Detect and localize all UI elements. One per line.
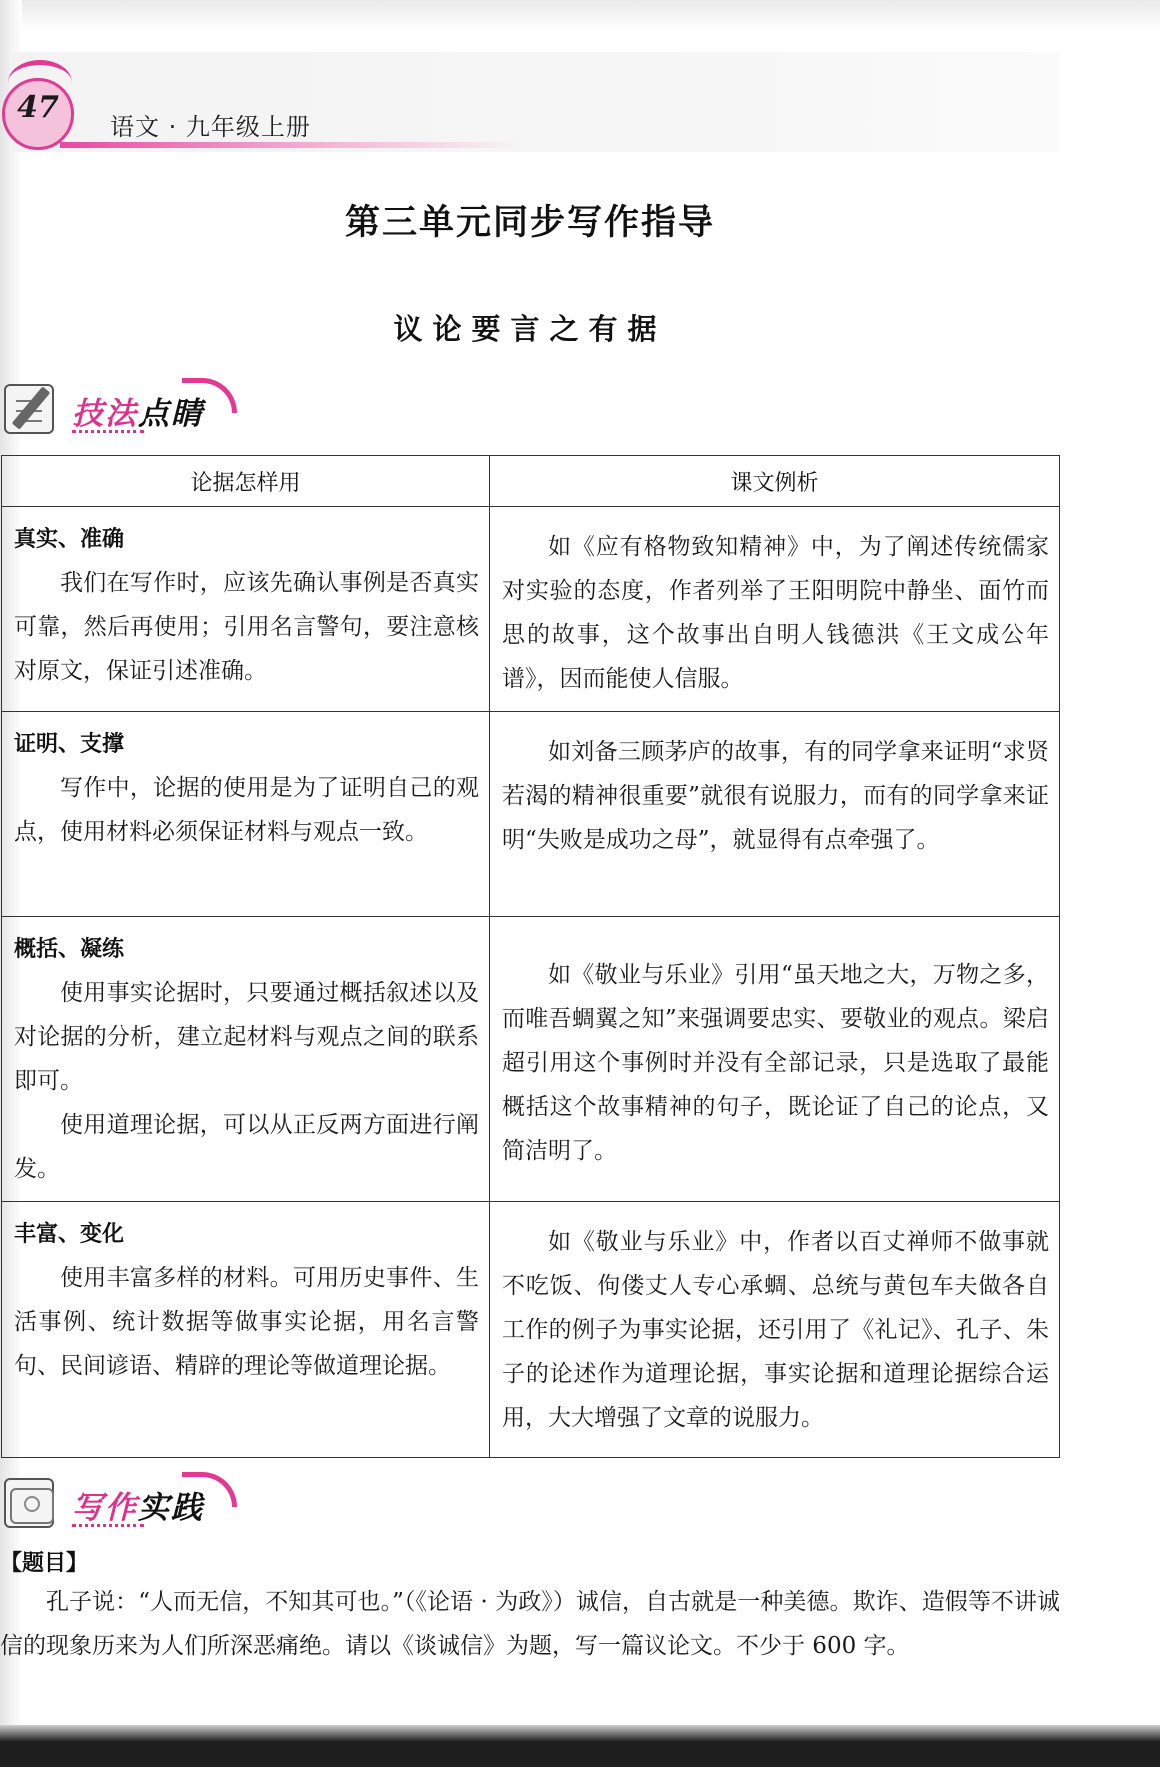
table-row bbox=[2, 712, 1060, 917]
bottom-band bbox=[0, 1725, 1160, 1767]
example-cell bbox=[490, 917, 1060, 1202]
example-cell bbox=[490, 1202, 1060, 1458]
main-title: 第三单元同步写作指导 bbox=[344, 203, 715, 243]
section-dots bbox=[72, 430, 144, 433]
monitor-icon bbox=[4, 1478, 54, 1528]
section-heading-techniques bbox=[4, 380, 244, 440]
usage-paragraph: 写作中，论据的使用是为了证明自己的观点，使用材料必须保证材料与观点一致。 bbox=[14, 775, 479, 845]
page-shadow-top bbox=[0, 0, 1160, 30]
usage-cell bbox=[2, 507, 490, 712]
usage-title: 概括、凝练 bbox=[14, 937, 125, 962]
table-row bbox=[2, 917, 1060, 1202]
example-paragraph: 如《应有格物致知精神》中，为了阐述传统儒家对实验的态度，作者列举了王阳明院中静坐、面竹而思的故事，这个故事出自明人钱德洪《王文成公年谱》，因而能使人信服。 bbox=[502, 534, 1049, 692]
usage-paragraph: 使用道理论据，可以从正反两方面进行阐发。 bbox=[14, 1112, 479, 1182]
book-title: 语文 · 九年级上册 bbox=[110, 113, 311, 141]
column-header-example: 课文例析 bbox=[490, 456, 1060, 507]
section-heading-text: 技法点睛 bbox=[72, 396, 204, 432]
example-paragraph: 如《敬业与乐业》引用“虽天地之大，万物之多，而唯吾蜩翼之知”来强调要忠实、要敬业的观点。梁启超引用这个事例时并没有全部记录，只是选取了最能概括这个故事精神的句子，既论证了自己的论点，又简洁明了。 bbox=[502, 962, 1049, 1164]
page-number: 47 bbox=[17, 90, 59, 125]
section-dots bbox=[72, 1524, 144, 1527]
usage-paragraph: 使用事实论据时，只要通过概括叙述以及对论据的分析，建立起材料与观点之间的联系即可。 bbox=[14, 980, 479, 1094]
usage-title: 丰富、变化 bbox=[14, 1222, 125, 1247]
column-header-usage: 论据怎样用 bbox=[2, 456, 490, 507]
example-cell bbox=[490, 507, 1060, 712]
usage-cell bbox=[2, 1202, 490, 1458]
usage-cell bbox=[2, 712, 490, 917]
usage-title: 真实、准确 bbox=[14, 527, 125, 552]
sub-title: 议论要言之有据 bbox=[393, 312, 667, 346]
guide-table bbox=[1, 455, 1060, 1458]
usage-paragraph: 使用丰富多样的材料。可用历史事件、生活事例、统计数据等做事实论据，用名言警句、民间谚语、精辟的理论等做道理论据。 bbox=[14, 1265, 479, 1379]
example-paragraph: 如刘备三顾茅庐的故事，有的同学拿来证明“求贤若渴的精神很重要”就很有说服力，而有的同学拿来证明“失败是成功之母”，就显得有点牵强了。 bbox=[502, 739, 1049, 853]
topic-label: 【题目】 bbox=[0, 1551, 89, 1576]
table-header-row bbox=[2, 456, 1060, 507]
usage-title: 证明、支撑 bbox=[14, 732, 125, 757]
example-paragraph: 如《敬业与乐业》中，作者以百丈禅师不做事就不吃饭、佝偻丈人专心承蜩、总统与黄包车夫做各自工作的例子为事实论据，还引用了《礼记》、孔子、朱子的论述作为道理论据，事实论据和道理论据综合运用，大大增强了文章的说服力。 bbox=[502, 1229, 1049, 1431]
table-row bbox=[2, 1202, 1060, 1458]
example-cell bbox=[490, 712, 1060, 917]
section-heading-text: 写作实践 bbox=[72, 1490, 204, 1526]
section-heading-practice bbox=[4, 1474, 244, 1534]
notepad-pencil-icon bbox=[4, 384, 54, 434]
topic-text: 孔子说：“人而无信，不知其可也。”（《论语 · 为政》）诚信，自古就是一种美德。欺诈、造假等不讲诚信的现象历来为人们所深恶痛绝。请以《谈诚信》为题，写一篇议论文。不少于 600 字。 bbox=[0, 1589, 1060, 1659]
usage-cell bbox=[2, 917, 490, 1202]
header-underline bbox=[60, 142, 520, 148]
table-row bbox=[2, 507, 1060, 712]
usage-paragraph: 我们在写作时，应该先确认事例是否真实可靠，然后再使用；引用名言警句，要注意核对原文，保证引述准确。 bbox=[14, 570, 479, 684]
